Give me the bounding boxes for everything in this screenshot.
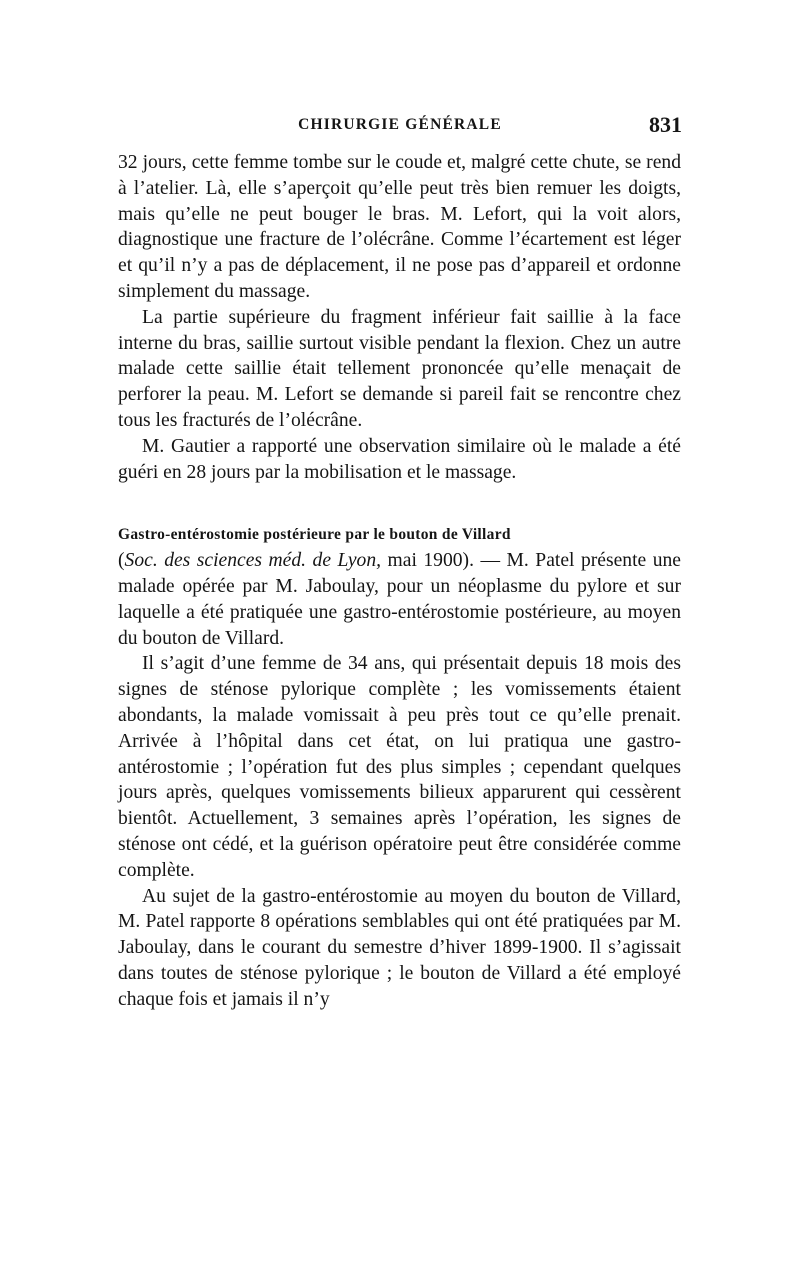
page-number: 831 [649,112,682,137]
paragraph: Il s’agit d’une femme de 34 ans, qui présentait depuis 18 mois des signes de sténose pylorique complète ; les vomissements étaient abondants, la malade vomissait à peu près tout ce qu’elle prenait. Arrivée à l’hôpital dans cet état, on lui pratiqua une gastro-antérostomie ; l’opération fut des plus simples ; cependant quelques jours après, quelques vomissements bilieux apparurent qui cessèrent bientôt. Actuellement, 3 semaines après l’opération, les signes de sténose ont cédé, et la guérison opératoire peut être considérée comme complète. [118,653,681,881]
section-source-date: mai 1900). [381,550,474,572]
section-gap [118,485,681,521]
section-paragraph [118,521,681,651]
paragraph: M. Gautier a rapporté une observation similaire où le malade a été guéri en 28 jours par la mobilisation et le massage. [118,435,681,483]
section-title: Gastro-entérostomie postérieure par le bouton de Villard [118,526,511,544]
section-intro: — M. Patel présente une malade opérée par M. Jaboulay, pour un néoplasme du pylore et sur laquelle a été pratiquée une gastro-entérostomie postérieure, au moyen du bouton de Villard. [118,550,681,649]
section-source: Soc. des sciences méd. de Lyon, [124,550,382,572]
section-source-open: ( [118,550,125,572]
paragraph: Au sujet de la gastro-entérostomie au moyen du bouton de Villard, M. Patel rapporte 8 opérations semblables qui ont été pratiquées par M. Jaboulay, dans le courant du semestre d’hiver 1899-1900. Il s’agissait dans toutes de sténose pylorique ; le bouton de Villard a été employé chaque fois et jamais il n’y [118,885,681,1010]
page-header [118,112,682,142]
running-title: CHIRURGIE GÉNÉRALE [298,116,502,133]
paragraph: La partie supérieure du fragment inférieur fait saillie à la face interne du bras, saillie surtout visible pendant la flexion. Chez un autre malade cette saillie était tellement prononcée qu’elle menaçait de perforer la peau. M. Lefort se demande si pareil fait se rencontre chez tous les fracturés de l’olécrâne. [118,306,681,431]
paragraph: 32 jours, cette femme tombe sur le coude et, malgré cette chute, se rend à l’atelier. Là, elle s’aperçoit qu’elle peut très bien remuer les doigts, mais qu’elle ne peut bouger le bras. M. Lefort, qui la voit alors, diagnostique une fracture de l’olécrâne. Comme l’écartement est léger et qu’il n’y a pas de déplacement, il ne pose pas d’appareil et ordonne simplement du massage. [118,152,681,302]
page-body [118,150,681,1013]
